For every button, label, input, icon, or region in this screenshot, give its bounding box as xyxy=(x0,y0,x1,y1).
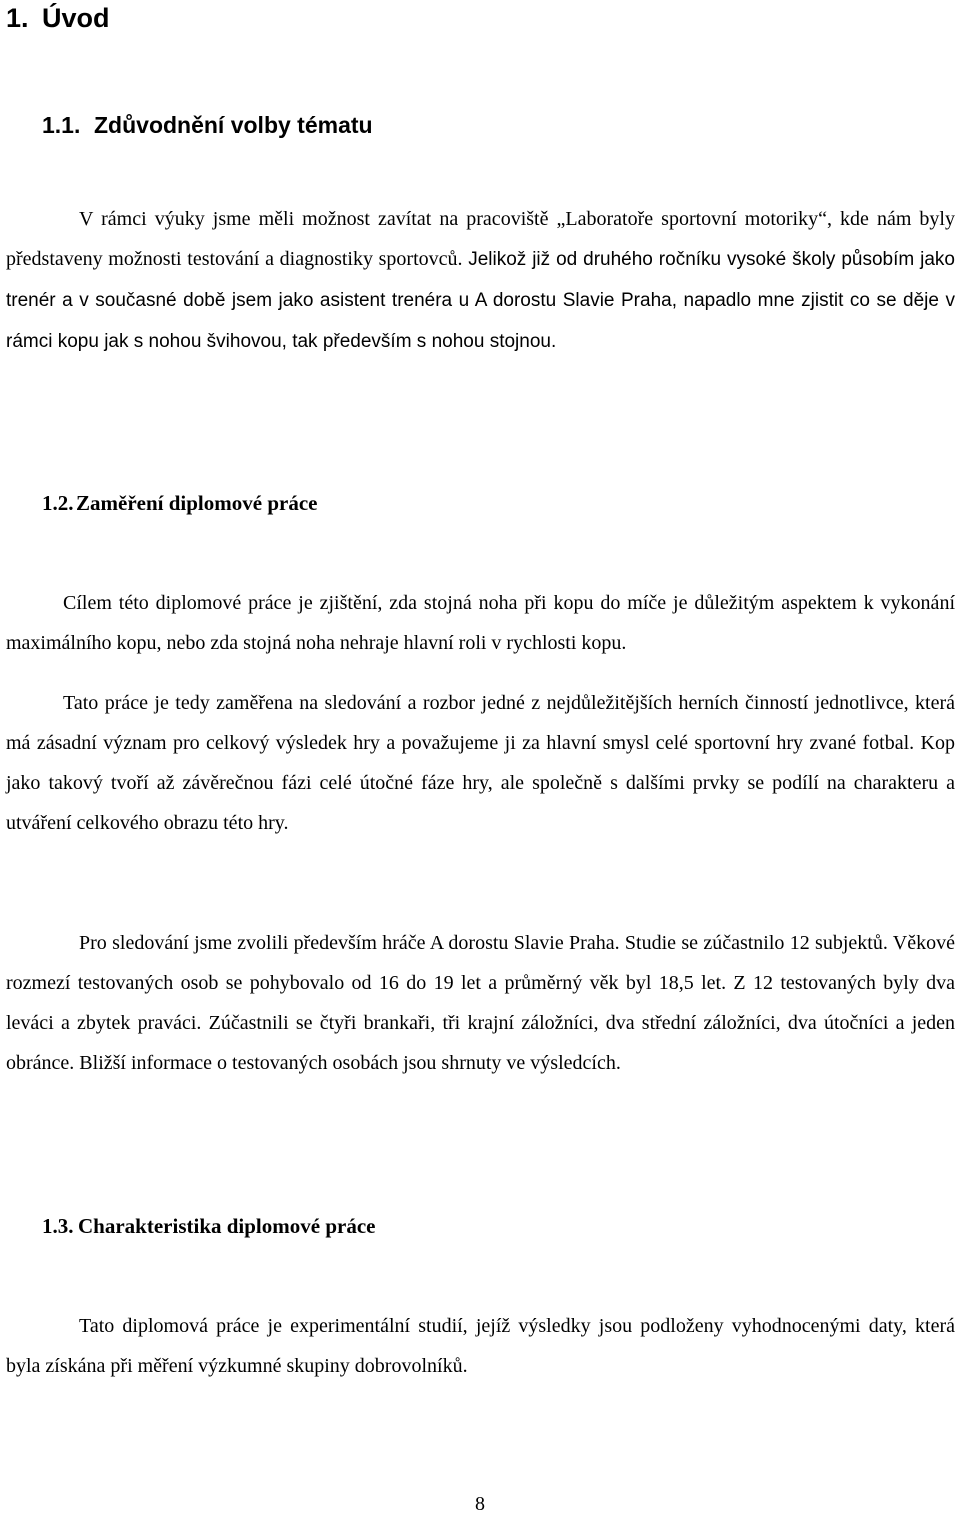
paragraph-1-2-c: Pro sledování jsme zvolili především hráče A dorostu Slavie Praha. Studie se zúčastnilo 12 subjektů. Věkové rozmezí testovaných osob se pohybovalo od 16 do 19 let a průměrný věk byl 18,5 let. Z 12 testovaných byly dva leváci a zbytek praváci. Zúčastnili se čtyři brankaři, tři krajní záložníci, dva střední záložníci, dva útočníci a jeden obránce. Bližší informace o testovaných osobách jsou shrnuty ve výsledcích. xyxy=(6,932,955,1074)
section-title: Charakteristika diplomové práce xyxy=(78,1214,376,1238)
chapter-title: Úvod xyxy=(42,3,110,33)
paragraph-text: V rámci výuky jsme měli možnost zavítat na pracoviště „Laboratoře sportovní motoriky“, kde nám byly představeny možnosti testování a diagnostiky sportovců. xyxy=(6,208,955,270)
page-number: 8 xyxy=(475,1493,485,1515)
paragraph-1-3-a: Tato diplomová práce je experimentální studií, jejíž výsledky jsou podloženy vyhodnocenými daty, která byla získána při měření výzkumné skupiny dobrovolníků. xyxy=(6,1315,955,1377)
section-number: 1.1. xyxy=(42,112,81,138)
section-heading-1-1 xyxy=(42,112,373,138)
section-title: Zdůvodnění volby tématu xyxy=(94,112,373,138)
section-heading-1-3 xyxy=(42,1213,375,1239)
section-number: 1.2. xyxy=(42,491,74,515)
chapter-heading xyxy=(6,2,110,34)
paragraph-text-sans: Jelikož již od druhého ročníku vysoké školy působím jako trenér a v současné době jsem jako asistent trenéra u A dorostu Slavie Praha, napadlo mne zjistit co se děje v rámci kopu jak s nohou švihovou, tak především s nohou stojnou. xyxy=(6,249,955,352)
chapter-number: 1. xyxy=(6,3,29,33)
paragraph-1-2-b: Tato práce je tedy zaměřena na sledování a rozbor jedné z nejdůležitějších herních činností jednotlivce, která má zásadní význam pro celkový výsledek hry a považujeme ji za hlavní smysl celé sportovní hry zvané fotbal. Kop jako takový tvoří až závěrečnou fázi celé útočné fáze hry, ale společně s dalšími prvky se podílí na charakteru a utváření celkového obrazu této hry. xyxy=(6,692,955,834)
paragraph-1-1-a xyxy=(6,199,955,362)
section-title: Zaměření diplomové práce xyxy=(76,491,318,515)
section-heading-1-2 xyxy=(42,490,317,516)
section-number: 1.3. xyxy=(42,1214,74,1238)
paragraph-1-2-a: Cílem této diplomové práce je zjištění, zda stojná noha při kopu do míče je důležitým aspektem k vykonání maximálního kopu, nebo zda stojná noha nehraje hlavní roli v rychlosti kopu. xyxy=(6,592,955,654)
